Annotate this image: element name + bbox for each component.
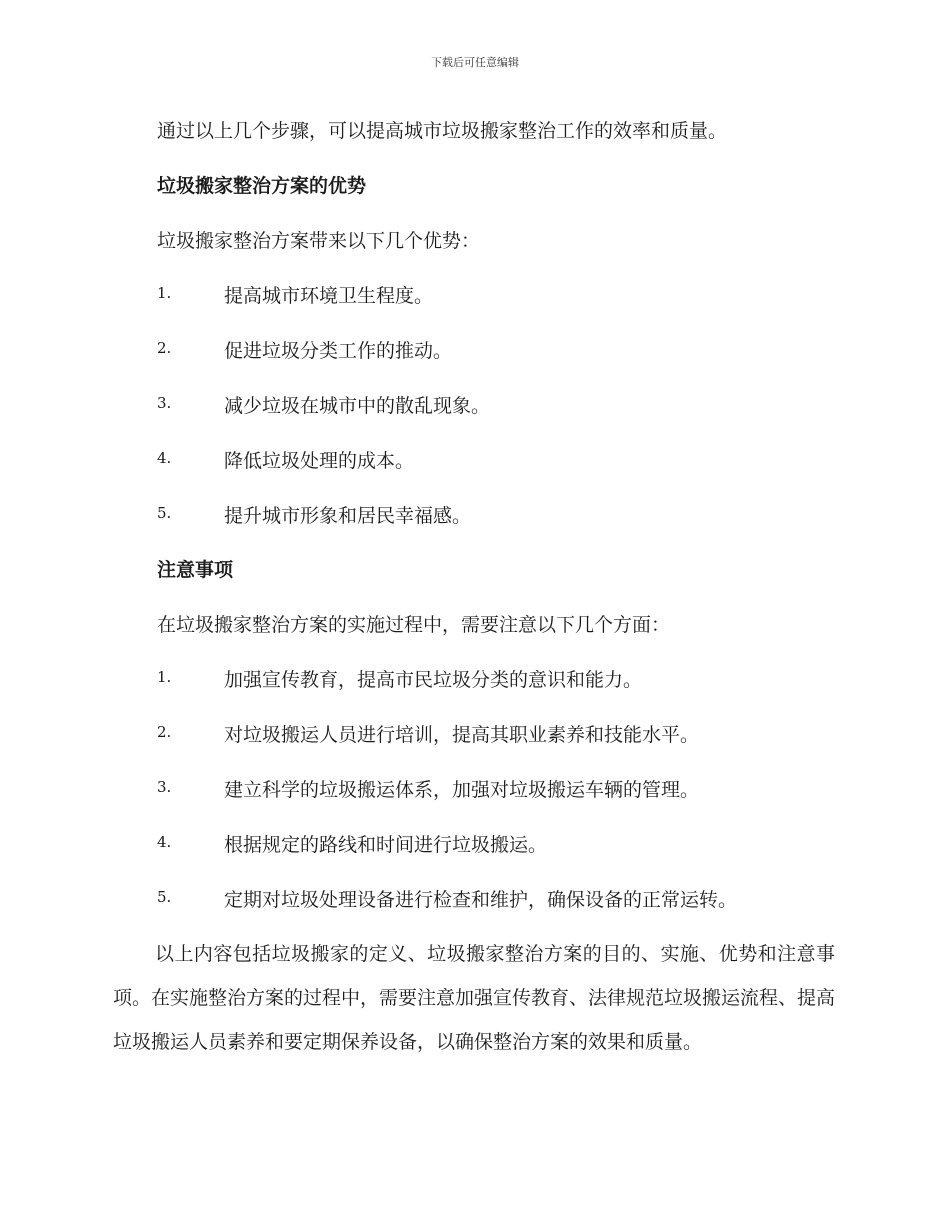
note-number: 3. [157,778,172,796]
note-number: 5. [157,888,172,906]
note-item: 对垃圾搬运人员进行培训，提高其职业素养和技能水平。 [224,724,700,746]
note-number: 2. [157,723,172,741]
advantage-number: 4. [157,449,172,467]
advantage-item: 提升城市形象和居民幸福感。 [224,505,472,527]
advantage-number: 3. [157,394,172,412]
page-header: 下载后可任意编辑 [431,56,519,69]
advantages-heading: 垃圾搬家整治方案的优势 [157,175,367,197]
advantage-item: 提高城市环境卫生程度。 [224,285,434,307]
note-number: 4. [157,833,172,851]
note-number: 1. [157,668,172,686]
intro-paragraph: 通过以上几个步骤，可以提高城市垃圾搬家整治工作的效率和质量。 [157,120,728,142]
note-item: 定期对垃圾处理设备进行检查和维护，确保设备的正常运转。 [224,889,738,911]
advantage-number: 2. [157,339,172,357]
note-item: 加强宣传教育，提高市民垃圾分类的意识和能力。 [224,669,643,691]
notes-heading: 注意事项 [157,559,234,581]
note-item: 根据规定的路线和时间进行垃圾搬运。 [224,834,548,856]
advantage-item: 降低垃圾处理的成本。 [224,450,415,472]
advantage-number: 5. [157,504,172,522]
advantage-item: 促进垃圾分类工作的推动。 [224,340,453,362]
notes-lead: 在垃圾搬家整治方案的实施过程中，需要注意以下几个方面： [157,614,671,636]
advantage-number: 1. [157,284,172,302]
advantages-lead: 垃圾搬家整治方案带来以下几个优势： [157,230,481,252]
advantage-item: 减少垃圾在城市中的散乱现象。 [224,395,491,417]
note-item: 建立科学的垃圾搬运体系，加强对垃圾搬运车辆的管理。 [224,779,700,801]
summary-paragraph: 以上内容包括垃圾搬家的定义、垃圾搬家整治方案的目的、实施、优势和注意事项。在实施整治方案的过程中，需要注意加强宣传教育、法律规范垃圾搬运流程、提高垃圾搬运人员素养和要定期保养设备，以确保整治方案的效果和质量。 [113,943,836,1053]
